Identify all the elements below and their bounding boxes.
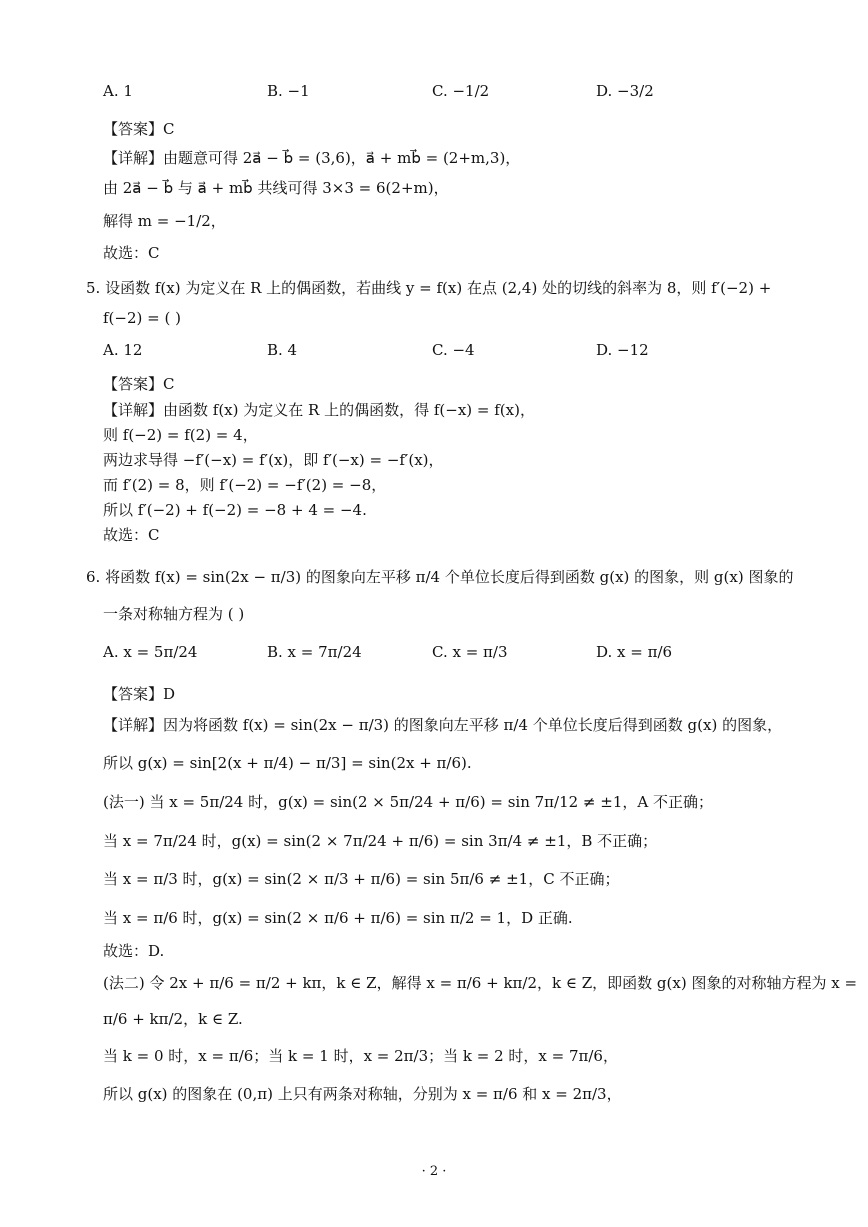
q5-option-c: C. −4 [432, 341, 475, 359]
q5-detail-line: 而 f′(2) = 8，则 f′(−2) = −f′(2) = −8， [103, 476, 387, 494]
q4-option-d: D. −3/2 [596, 82, 654, 100]
q5-answer: 【答案】C [103, 375, 175, 393]
q4-detail-line: 解得 m = −1/2， [103, 212, 226, 230]
q6-stem-line: 一条对称轴方程为 ( ) [103, 605, 245, 623]
q4-answer: 【答案】C [103, 120, 175, 138]
q6-detail-line: 当 x = 7π/24 时，g(x) = sin(2 × 7π/24 + π/6) = sin 3π/4 ≠ ±1，B 不正确； [103, 832, 658, 850]
q5-detail-line: 两边求导得 −f′(−x) = f′(x)，即 f′(−x) = −f′(x)， [103, 451, 444, 469]
q4-option-c: C. −1/2 [432, 82, 490, 100]
q6-option-a: A. x = 5π/24 [103, 643, 198, 661]
q4-detail-line: 由 2a⃗ − b⃗ 与 a⃗ + mb⃗ 共线可得 3×3 = 6(2+m)， [103, 179, 449, 197]
q6-detail-line: (法二) 令 2x + π/6 = π/2 + kπ，k ∈ Z，解得 x = π/6 + kπ/2，k ∈ Z，即函数 g(x) 图象的对称轴方程为 x = [103, 974, 858, 992]
q6-detail-line: 所以 g(x) = sin[2(x + π/4) − π/3] = sin(2x + π/6). [103, 754, 472, 772]
q6-stem-line: 6. 将函数 f(x) = sin(2x − π/3) 的图象向左平移 π/4 个单位长度后得到函数 g(x) 的图象，则 g(x) 图象的 [86, 568, 794, 586]
q5-stem-line: f(−2) = ( ) [103, 309, 181, 327]
q5-stem-line: 5. 设函数 f(x) 为定义在 R 上的偶函数，若曲线 y = f(x) 在点 (2,4) 处的切线的斜率为 8，则 f′(−2) + [86, 279, 772, 297]
q5-detail-line: 则 f(−2) = f(2) = 4， [103, 426, 258, 444]
q4-option-b: B. −1 [267, 82, 310, 100]
q6-detail-line: 所以 g(x) 的图象在 (0,π) 上只有两条对称轴，分别为 x = π/6 和 x = 2π/3， [103, 1085, 622, 1103]
q4-option-a: A. 1 [103, 82, 133, 100]
page-number: · 2 · [421, 1164, 447, 1179]
q5-detail-line: 所以 f′(−2) + f(−2) = −8 + 4 = −4. [103, 501, 367, 519]
q6-option-d: D. x = π/6 [596, 643, 673, 661]
q6-detail-line: 故选：D. [103, 942, 165, 960]
q6-detail-line: 【详解】因为将函数 f(x) = sin(2x − π/3) 的图象向左平移 π/4 个单位长度后得到函数 g(x) 的图象， [103, 716, 783, 734]
q6-option-c: C. x = π/3 [432, 643, 508, 661]
q6-option-b: B. x = 7π/24 [267, 643, 362, 661]
q5-option-a: A. 12 [103, 341, 143, 359]
q6-answer: 【答案】D [103, 685, 176, 703]
q6-detail-line: 当 x = π/6 时，g(x) = sin(2 × π/6 + π/6) = sin π/2 = 1，D 正确. [103, 909, 573, 927]
q4-detail-line: 【详解】由题意可得 2a⃗ − b⃗ = (3,6)，a⃗ + mb⃗ = (2+m,3)， [103, 149, 521, 167]
q6-detail-line: (法一) 当 x = 5π/24 时，g(x) = sin(2 × 5π/24 + π/6) = sin 7π/12 ≠ ±1，A 不正确； [103, 793, 713, 811]
q6-detail-line: 当 x = π/3 时，g(x) = sin(2 × π/3 + π/6) = sin 5π/6 ≠ ±1，C 不正确； [103, 870, 620, 888]
q6-detail-line: π/6 + kπ/2，k ∈ Z. [103, 1010, 243, 1028]
q6-detail-line: 当 k = 0 时，x = π/6；当 k = 1 时，x = 2π/3；当 k = 2 时，x = 7π/6， [103, 1047, 618, 1065]
q5-detail-line: 故选：C [103, 526, 160, 544]
q5-option-d: D. −12 [596, 341, 649, 359]
q5-detail-line: 【详解】由函数 f(x) 为定义在 R 上的偶函数，得 f(−x) = f(x)， [103, 401, 535, 419]
q4-detail-line: 故选：C [103, 244, 160, 262]
q5-option-b: B. 4 [267, 341, 298, 359]
